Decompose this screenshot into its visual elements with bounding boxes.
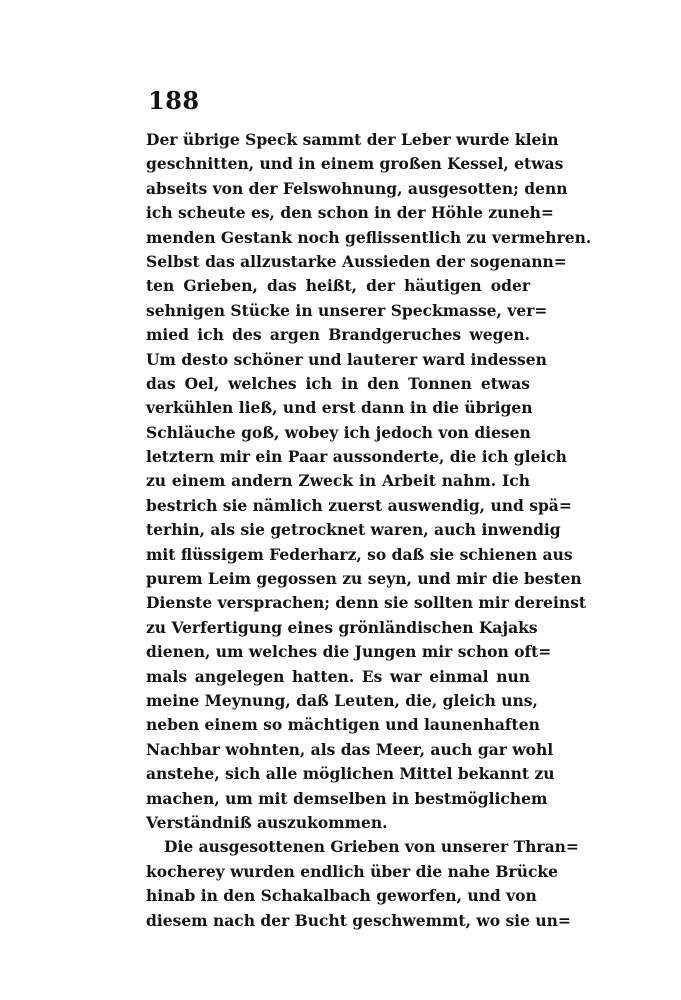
text-line: ten Grieben, das heißt, der häutigen oder bbox=[146, 276, 530, 296]
text-line: purem Leim gegossen zu seyn, und mir die besten bbox=[146, 569, 582, 589]
text-line: abseits von der Felswohnung, ausgesotten; denn bbox=[146, 178, 568, 198]
text-line: Um desto schöner und lauterer ward indessen bbox=[146, 349, 547, 369]
text-line: anstehe, sich alle möglichen Mittel bekannt zu bbox=[146, 764, 555, 784]
text-line: Selbst das allzustarke Aussieden der sogenann= bbox=[146, 251, 567, 271]
text-line: sehnigen Stücke in unserer Speckmasse, ver= bbox=[146, 300, 548, 320]
text-line: diesem nach der Bucht geschwemmt, wo sie un= bbox=[146, 910, 571, 930]
text-line: Der übrige Speck sammt der Leber wurde klein bbox=[146, 130, 559, 149]
text-line: bestrich sie nämlich zuerst auswendig, und spä= bbox=[146, 495, 572, 515]
page-number: 188 bbox=[148, 86, 200, 115]
text-line: mals angelegen hatten. Es war einmal nun bbox=[146, 666, 530, 686]
text-line: menden Gestank noch geflissentlich zu vermehren. bbox=[146, 227, 592, 247]
text-line: hinab in den Schakalbach geworfen, und von bbox=[146, 886, 537, 906]
text-line: verkühlen ließ, und erst dann in die übrigen bbox=[146, 398, 533, 418]
text-line: terhin, als sie getrocknet waren, auch inwendig bbox=[146, 520, 561, 540]
text-line: zu Verfertigung eines grönländischen Kajaks bbox=[146, 617, 538, 637]
text-line: Dienste versprachen; denn sie sollten mir dereinst bbox=[146, 593, 587, 613]
text-line: Schläuche goß, wobey ich jedoch von diesen bbox=[146, 422, 531, 442]
text-line: Nachbar wohnten, als das Meer, auch gar wohl bbox=[146, 739, 554, 759]
text-line: dienen, um welches die Jungen mir schon oft= bbox=[146, 642, 552, 662]
text-line: letztern mir ein Paar aussonderte, die ich gleich bbox=[146, 447, 567, 467]
body-text bbox=[146, 128, 592, 933]
text-line: mit flüssigem Federharz, so daß sie schienen aus bbox=[146, 544, 573, 564]
text-line: neben einem so mächtigen und launenhaften bbox=[146, 715, 540, 735]
text-line-paragraph-start: Die ausgesottenen Grieben von unserer Thran= bbox=[164, 837, 579, 857]
text-line: ich scheute es, den schon in der Höhle zuneh= bbox=[146, 203, 554, 223]
text-line: geschnitten, und in einem großen Kessel, etwas bbox=[146, 154, 564, 174]
text-line: das Oel, welches ich in den Tonnen etwas bbox=[146, 373, 530, 393]
text-line: mied ich des argen Brandgeruches wegen. bbox=[146, 325, 530, 345]
text-line: zu einem andern Zweck in Arbeit nahm. Ich bbox=[146, 471, 530, 491]
text-line: machen, um mit demselben in bestmöglichem bbox=[146, 788, 548, 808]
text-line: meine Meynung, daß Leuten, die, gleich uns, bbox=[146, 690, 538, 710]
text-line: kocherey wurden endlich über die nahe Brücke bbox=[146, 861, 558, 881]
text-line-paragraph-end: Verständniß auszukommen. bbox=[146, 812, 388, 832]
